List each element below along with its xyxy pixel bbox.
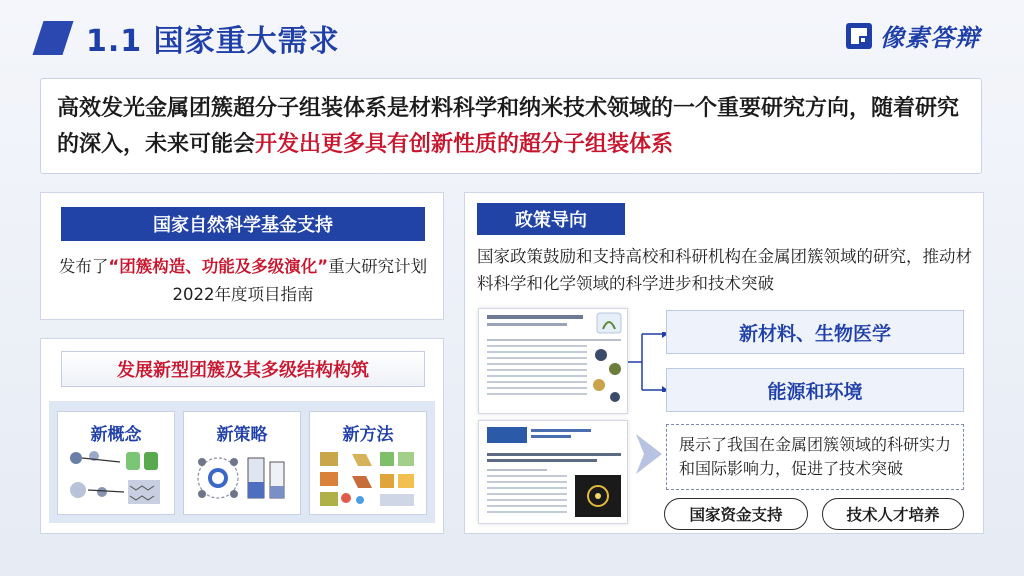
logo-text: 像素答辩 [880, 24, 980, 52]
card-title: 新策略 [216, 425, 268, 445]
method-diagram-icon [316, 446, 420, 510]
nsf-prefix: 发布了 [58, 257, 109, 276]
intro-box [40, 78, 982, 174]
pill-funding: 国家资金支持 [664, 498, 808, 530]
pill-talent: 技术人才培养 [822, 498, 964, 530]
nsf-panel [40, 192, 444, 320]
journal-page-icon [479, 421, 628, 524]
development-heading: 发展新型团簇及其多级结构构筑 [61, 351, 425, 387]
policy-body: 国家政策鼓励和支持高校和科研机构在金属团簇领域的研究，推动材料科学和化学领域的科学进步和技术突破 [477, 247, 972, 293]
card-title: 新概念 [90, 425, 142, 445]
policy-heading: 政策导向 [477, 203, 625, 235]
impact-statement: 展示了我国在金属团簇领域的科研实力和国际影响力，促进了技术突破 [666, 424, 964, 490]
logo-mark-icon [844, 21, 874, 51]
development-cards [49, 401, 435, 523]
card-title: 新方法 [342, 425, 394, 445]
concept-diagram-icon [64, 446, 168, 510]
chevron-right-icon [634, 432, 664, 476]
title-block [38, 16, 340, 60]
nsf-highlight: “团簇构造、功能及多级演化” [108, 257, 329, 276]
branch-connector-icon [628, 332, 668, 392]
intro-paragraph [57, 91, 965, 163]
strategy-diagram-icon [190, 446, 294, 510]
title-accent-bar [32, 21, 73, 55]
development-panel [40, 338, 444, 534]
intro-text: 高效发光金属团簇超分子组装体系是材料科学和纳米技术领域的一个重要研究方向，随着研究的深入，未来可能会 [57, 96, 960, 157]
paper-thumbnail-2 [478, 420, 628, 524]
nsf-suffix: 重大研究计划2022年度项目指南 [172, 257, 428, 304]
paper-thumbnail-1 [478, 308, 628, 414]
card-new-strategy [183, 411, 301, 515]
logo [844, 18, 980, 53]
intro-highlight: 开发出更多具有创新性质的超分子组装体系 [255, 132, 674, 157]
outcome-energy-environment: 能源和环境 [666, 368, 964, 412]
nsf-body [55, 253, 431, 309]
paper-page-icon [479, 309, 628, 414]
page-title: 1.1 国家重大需求 [86, 24, 340, 59]
nsf-heading: 国家自然科学基金支持 [61, 207, 425, 241]
outcome-new-materials: 新材料、生物医学 [666, 310, 964, 354]
card-new-concept [57, 411, 175, 515]
card-new-method [309, 411, 427, 515]
